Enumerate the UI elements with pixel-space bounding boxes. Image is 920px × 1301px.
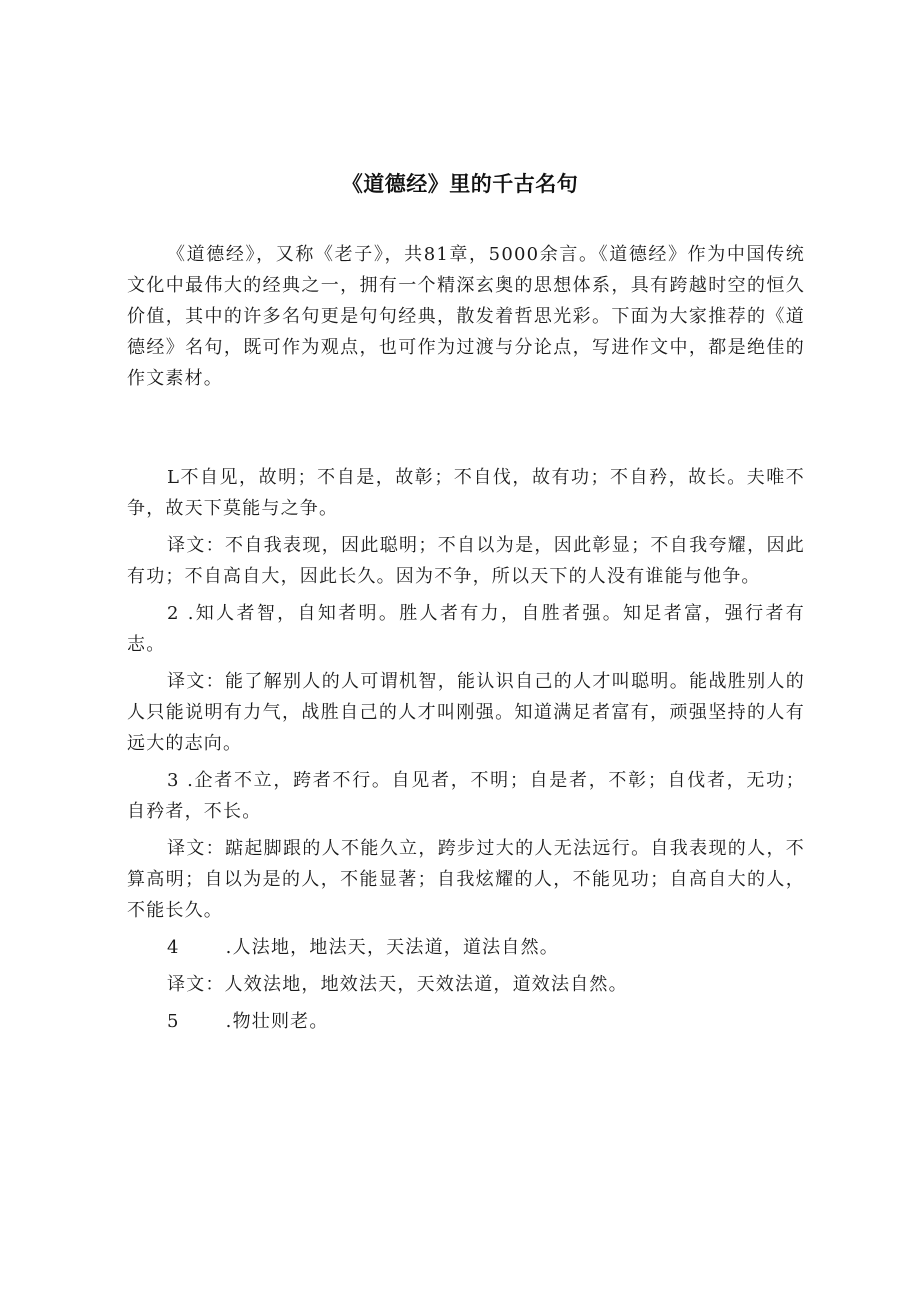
quote-number: 2 bbox=[167, 603, 180, 624]
translation-3: 译文：踮起脚跟的人不能久立，跨步过大的人无法远行。自我表现的人，不算高明；自以为是的人，不能显著；自我炫耀的人，不能见功；自高自大的人，不能长久。 bbox=[127, 838, 805, 921]
document-title: 《道德经》里的千古名句 bbox=[341, 172, 579, 196]
quote-3 bbox=[127, 765, 805, 827]
quote-5 bbox=[127, 1006, 805, 1037]
quote-1 bbox=[127, 462, 805, 524]
quote-number: 5 bbox=[167, 1011, 180, 1032]
quote-text: .人法地，地法天，天法道，道法自然。 bbox=[225, 937, 559, 958]
quote-text: 不自见，故明；不自是，故彰；不自伐，故有功；不自矜，故长。夫唯不争，故天下莫能与之争。 bbox=[127, 467, 805, 519]
quote-text: .知人者智，自知者明。胜人者有力，自胜者强。知足者富，强行者有志。 bbox=[127, 603, 806, 655]
intro-paragraph: 《道德经》，又称《老子》，共81章，5000余言。《道德经》作为中国传统文化中最伟大的经典之一，拥有一个精深玄奥的思想体系，具有跨越时空的恒久价值，其中的许多名句更是句句经典，散发着哲思光彩。下面为大家推荐的《道德经》名句，既可作为观点，也可作为过渡与分论点，写进作文中，都是绝佳的作文素材。 bbox=[127, 244, 805, 389]
quote-number: L bbox=[167, 467, 181, 488]
quote-4 bbox=[127, 932, 805, 963]
translation-4: 译文：人效法地，地效法天，天效法道，道效法自然。 bbox=[167, 974, 628, 995]
quote-2 bbox=[127, 598, 805, 660]
quote-number: 4 bbox=[167, 937, 180, 958]
quote-text: .企者不立，跨者不行。自见者，不明；自是者，不彰；自伐者，无功；自矜者，不长。 bbox=[127, 770, 805, 822]
translation-1: 译文：不自我表现，因此聪明；不自以为是，因此彰显；不自我夸耀，因此有功；不自高自大，因此长久。因为不争，所以天下的人没有谁能与他争。 bbox=[127, 535, 805, 587]
translation-2: 译文：能了解别人的人可谓机智，能认识自己的人才叫聪明。能战胜别人的人只能说明有力气，战胜自己的人才叫刚强。知道满足者富有，顽强坚持的人有远大的志向。 bbox=[127, 671, 805, 754]
intro-section bbox=[127, 239, 805, 394]
quotes-section bbox=[127, 462, 805, 1043]
quote-text: .物壮则老。 bbox=[225, 1011, 329, 1032]
quote-number: 3 bbox=[167, 770, 180, 791]
